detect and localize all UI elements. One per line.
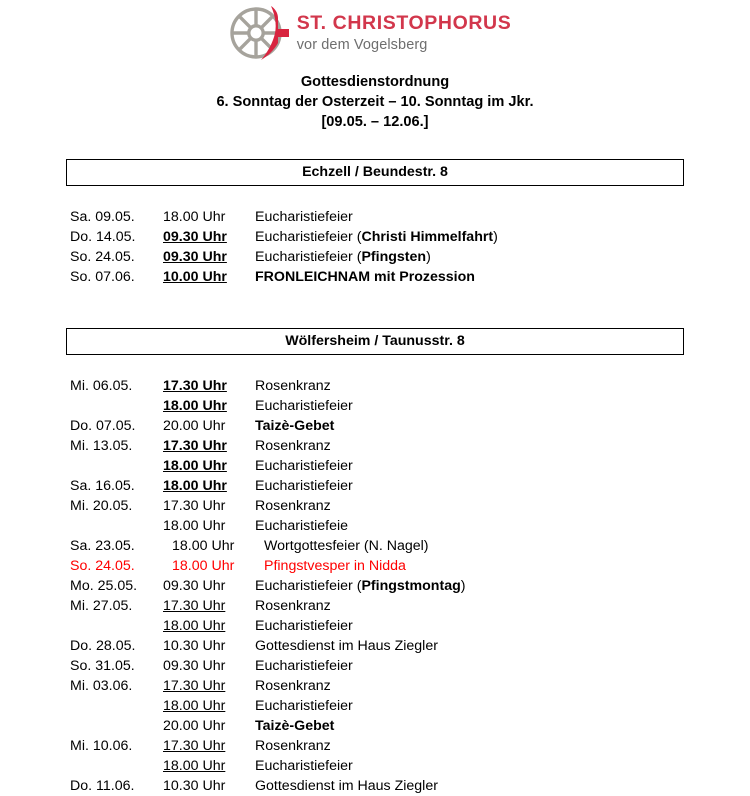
schedule-event: Eucharistiefeier [255,458,353,474]
page-title-line-1: Gottesdienstordnung [300,74,450,90]
schedule-row [70,736,466,756]
section-header: Wölfersheim / Taunusstr. 8 [66,328,684,355]
schedule-row [70,267,498,287]
schedule-row [70,436,466,456]
schedule-time: 18.00 Uhr [163,398,227,414]
schedule-date: So. 31.05. [70,658,135,674]
schedule-time: 09.30 Uhr [163,658,226,674]
schedule-row [70,416,466,436]
schedule-date [70,716,163,736]
schedule-row [70,227,498,247]
schedule-date: Do. 11.06. [70,778,135,794]
schedule-time: 18.00 Uhr [172,538,235,554]
schedule-event: Eucharistiefeier (Pfingsten) [255,249,431,265]
schedule-date: Mi. 13.05. [70,438,133,454]
schedule-table [70,376,466,796]
wheel-cross-logo-icon [227,4,299,62]
schedule-date: Do. 28.05. [70,638,136,654]
schedule-time: 20.00 Uhr [163,418,226,434]
schedule-row [70,776,466,796]
schedule-time: 18.00 Uhr [163,478,227,494]
logo-subtitle: vor dem Vogelsberg [296,36,428,53]
schedule-time: 09.30 Uhr [163,578,226,594]
schedule-row [70,496,466,516]
schedule-row [70,247,498,267]
schedule-row [70,207,498,227]
schedule-date: Sa. 16.05. [70,478,135,494]
page-title-line-2: 6. Sonntag der Osterzeit – 10. Sonntag im Jkr. [216,94,534,110]
schedule-date [70,756,163,776]
schedule-row [70,556,466,576]
schedule-row [70,536,466,556]
schedule-event: Eucharistiefeier [255,698,353,714]
schedule-date [70,396,163,416]
schedule-time: 18.00 Uhr [163,618,226,634]
schedule-time: 17.30 Uhr [163,678,226,694]
schedule-date: So. 07.06. [70,269,135,285]
schedule-event: Gottesdienst im Haus Ziegler [255,778,438,794]
schedule-row [70,576,466,596]
schedule-row [70,456,466,476]
schedule-row [70,516,466,536]
schedule-time: 18.00 Uhr [163,698,226,714]
schedule-event: Rosenkranz [255,738,331,754]
section-header: Echzell / Beundestr. 8 [66,159,684,186]
schedule-date: Do. 07.05. [70,418,136,434]
parish-logo [227,4,512,62]
schedule-event: Eucharistiefeier [255,478,353,494]
schedule-table-wrapper [0,376,750,796]
schedule-table [70,207,498,287]
schedule-event: Wortgottesfeier (N. Nagel) [264,538,429,554]
logo-band [0,0,750,66]
schedule-event: Eucharistiefeie [255,518,349,534]
schedule-time: 09.30 Uhr [163,229,227,245]
schedule-event: Taizè-Gebet [255,418,335,434]
page-title-line-3: [09.05. – 12.06.] [321,114,429,130]
schedule-date [70,456,163,476]
schedule-event: Eucharistiefeier [255,398,353,414]
schedule-event: Eucharistiefeier (Pfingstmontag) [255,578,466,594]
schedule-time: 09.30 Uhr [163,249,227,265]
schedule-time: 20.00 Uhr [163,718,226,734]
schedule-date: Mo. 25.05. [70,578,138,594]
schedule-event: Rosenkranz [255,438,331,454]
schedule-event: Rosenkranz [255,598,331,614]
schedule-time: 17.30 Uhr [163,378,227,394]
schedule-date: Mi. 03.06. [70,678,133,694]
schedule-date: So. 24.05. [70,249,135,265]
schedule-sections [0,159,750,796]
schedule-date: Do. 14.05. [70,229,136,245]
schedule-time: 17.30 Uhr [163,498,226,514]
schedule-row [70,616,466,636]
schedule-row [70,716,466,736]
schedule-event: Eucharistiefeier (Christi Himmelfahrt) [255,229,498,245]
schedule-row [70,396,466,416]
schedule-time: 17.30 Uhr [163,438,227,454]
schedule-date: Mi. 06.05. [70,378,133,394]
schedule-event: Gottesdienst im Haus Ziegler [255,638,438,654]
schedule-row [70,696,466,716]
schedule-time: 18.00 Uhr [172,558,235,574]
schedule-time: 10.30 Uhr [163,638,226,654]
schedule-event: Taizè-Gebet [255,718,335,734]
schedule-date [70,696,163,716]
schedule-event: FRONLEICHNAM mit Prozession [255,269,475,285]
schedule-time: 18.00 Uhr [163,758,226,774]
schedule-event: Pfingstvesper in Nidda [264,558,406,574]
schedule-event: Rosenkranz [255,378,331,394]
schedule-time: 10.00 Uhr [163,269,227,285]
schedule-date: So. 24.05. [70,558,135,574]
schedule-time: 17.30 Uhr [163,738,226,754]
schedule-time: 10.30 Uhr [163,778,226,794]
schedule-event: Eucharistiefeier [255,618,353,634]
schedule-row [70,656,466,676]
schedule-event: Rosenkranz [255,498,331,514]
schedule-row [70,636,466,656]
schedule-event: Eucharistiefeier [255,758,353,774]
schedule-row [70,476,466,496]
schedule-event: Eucharistiefeier [255,658,353,674]
logo-title: ST. CHRISTOPHORUS [296,12,512,34]
schedule-row [70,376,466,396]
schedule-date: Sa. 09.05. [70,209,135,225]
schedule-date [70,616,163,636]
schedule-time: 18.00 Uhr [163,518,226,534]
schedule-row [70,676,466,696]
schedule-date [70,516,163,536]
schedule-date: Mi. 20.05. [70,498,133,514]
page-title [0,72,750,132]
schedule-event: Eucharistiefeier [255,209,353,225]
schedule-date: Sa. 23.05. [70,538,135,554]
schedule-time: 17.30 Uhr [163,598,226,614]
schedule-event: Rosenkranz [255,678,331,694]
schedule-date: Mi. 27.05. [70,598,133,614]
schedule-time: 18.00 Uhr [163,209,226,225]
schedule-row [70,596,466,616]
schedule-table-wrapper [0,207,750,287]
schedule-time: 18.00 Uhr [163,458,227,474]
schedule-date: Mi. 10.06. [70,738,133,754]
schedule-row [70,756,466,776]
